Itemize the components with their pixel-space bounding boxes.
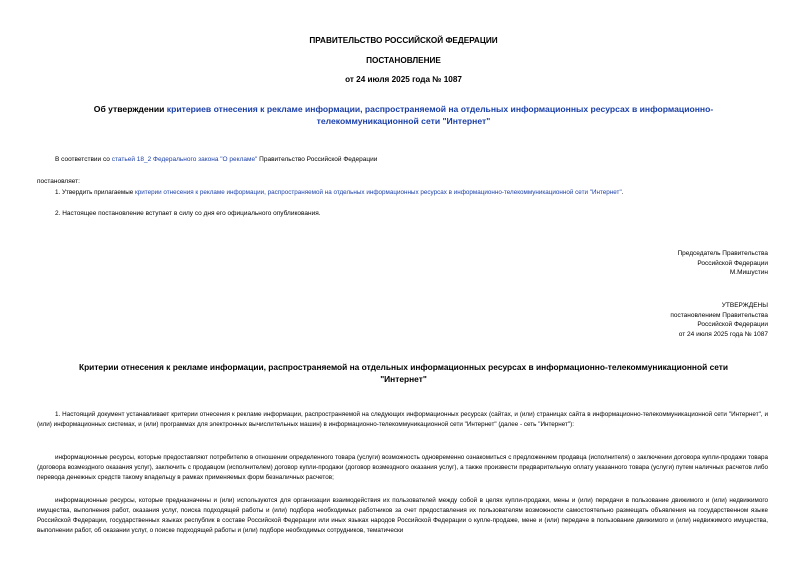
- item-2: 2. Настоящее постановление вступает в силу со дня его официального опубликования.: [55, 210, 321, 217]
- law-article-link[interactable]: статьей 18_2 Федерального закона "О рекламе": [111, 156, 258, 163]
- signature-block: [560, 249, 768, 278]
- signature-country: Российской Федерации: [697, 259, 768, 267]
- paragraph-1: 1. Настоящий документ устанавливает критерии отнесения к рекламе информации, распространяемой на следующих информационных ресурсах (сайтах, и (или) страницах сайта в информационно-телекоммуникационной сети "Интернет", и (или) информационных системах, и (или) программах для электронных вычислительных машин) в информационно-телекоммуникационной сети "Интернет" (далее - сеть "Интернет"):: [37, 411, 768, 428]
- preamble-prefix: В соответствии со: [55, 156, 112, 163]
- title-prefix: Об утверждении: [93, 104, 167, 114]
- government-name: ПРАВИТЕЛЬСТВО РОССИЙСКОЙ ФЕДЕРАЦИИ: [309, 36, 498, 45]
- decides-text: постановляет:: [37, 178, 80, 185]
- approval-by: постановлением Правительства: [670, 311, 768, 319]
- approval-block: [560, 301, 768, 339]
- paragraph-3: информационные ресурсы, которые предназначены и (или) используются для организации взаимодействия их пользователей между собой в целях купли-продажи, мены и (или) передачи в пользование движимого и (или) недвижимого имущества, выполнения работ, оказания услуг, поиска подходящей работы и (или) подбора необходимых работников за счет предоставления их пользователям возможности самостоятельно размещать объявления на государственном языке Российской Федерации, государственных языках республик в составе Российской Федерации или иных языках народов Российской Федерации о купле-продаже, мене и (или) передаче в пользование движимого и (или) недвижимого имущества, выполнении работ, об оказании услуг, о поиске подходящей работы и (или) подборе необходимых сотрудников, тематически: [37, 497, 768, 534]
- document-type: ПОСТАНОВЛЕНИЕ: [366, 56, 441, 65]
- signature-position: Председатель Правительства: [677, 250, 768, 257]
- item-1: [55, 188, 623, 198]
- approval-date: от 24 июля 2025 года № 1087: [678, 330, 768, 338]
- approval-country: Российской Федерации: [697, 321, 768, 329]
- title-link[interactable]: критериев отнесения к рекламе информации, распространяемой на отдельных информационных ресурсах в информационно-телекоммуникационной сети "Интернет": [166, 104, 714, 126]
- document-title: [60, 104, 747, 127]
- criteria-title: Критерии отнесения к рекламе информации, распространяемой на отдельных информационных ресурсах в информационно-телекоммуникационной сети "Интернет": [78, 362, 729, 384]
- item-1-suffix: .: [621, 189, 624, 196]
- signature-name: М.Мишустин: [729, 269, 768, 277]
- approval-heading: УТВЕРЖДЕНЫ: [721, 302, 768, 309]
- document-date-number: от 24 июля 2025 года № 1087: [345, 75, 462, 84]
- criteria-link[interactable]: критерии отнесения к рекламе информации, распространяемой на отдельных информационных ресурсах в информационно-телекоммуникационной сети "Интернет": [135, 189, 622, 196]
- preamble-suffix: Правительство Российской Федерации: [257, 156, 378, 163]
- item-1-prefix: 1. Утвердить прилагаемые: [55, 189, 135, 196]
- paragraph-2: информационные ресурсы, которые предоставляют потребителю в отношении определенного товара (услуги) возможность одновременно ознакомиться с предложением продавца (исполнителя) о заключении договора купли-продажи товара (договора возмездного оказания услуг), заключить с продавцом (исполнителем) договор купли-продажи (договор возмездного оказания услуг), а также произвести предварительную оплату указанного товара (услуги) путем наличных расчетов либо перевода денежных средств такому владельцу в рамках применяемых форм безналичных расчетов;: [37, 454, 768, 481]
- preamble: [55, 155, 377, 165]
